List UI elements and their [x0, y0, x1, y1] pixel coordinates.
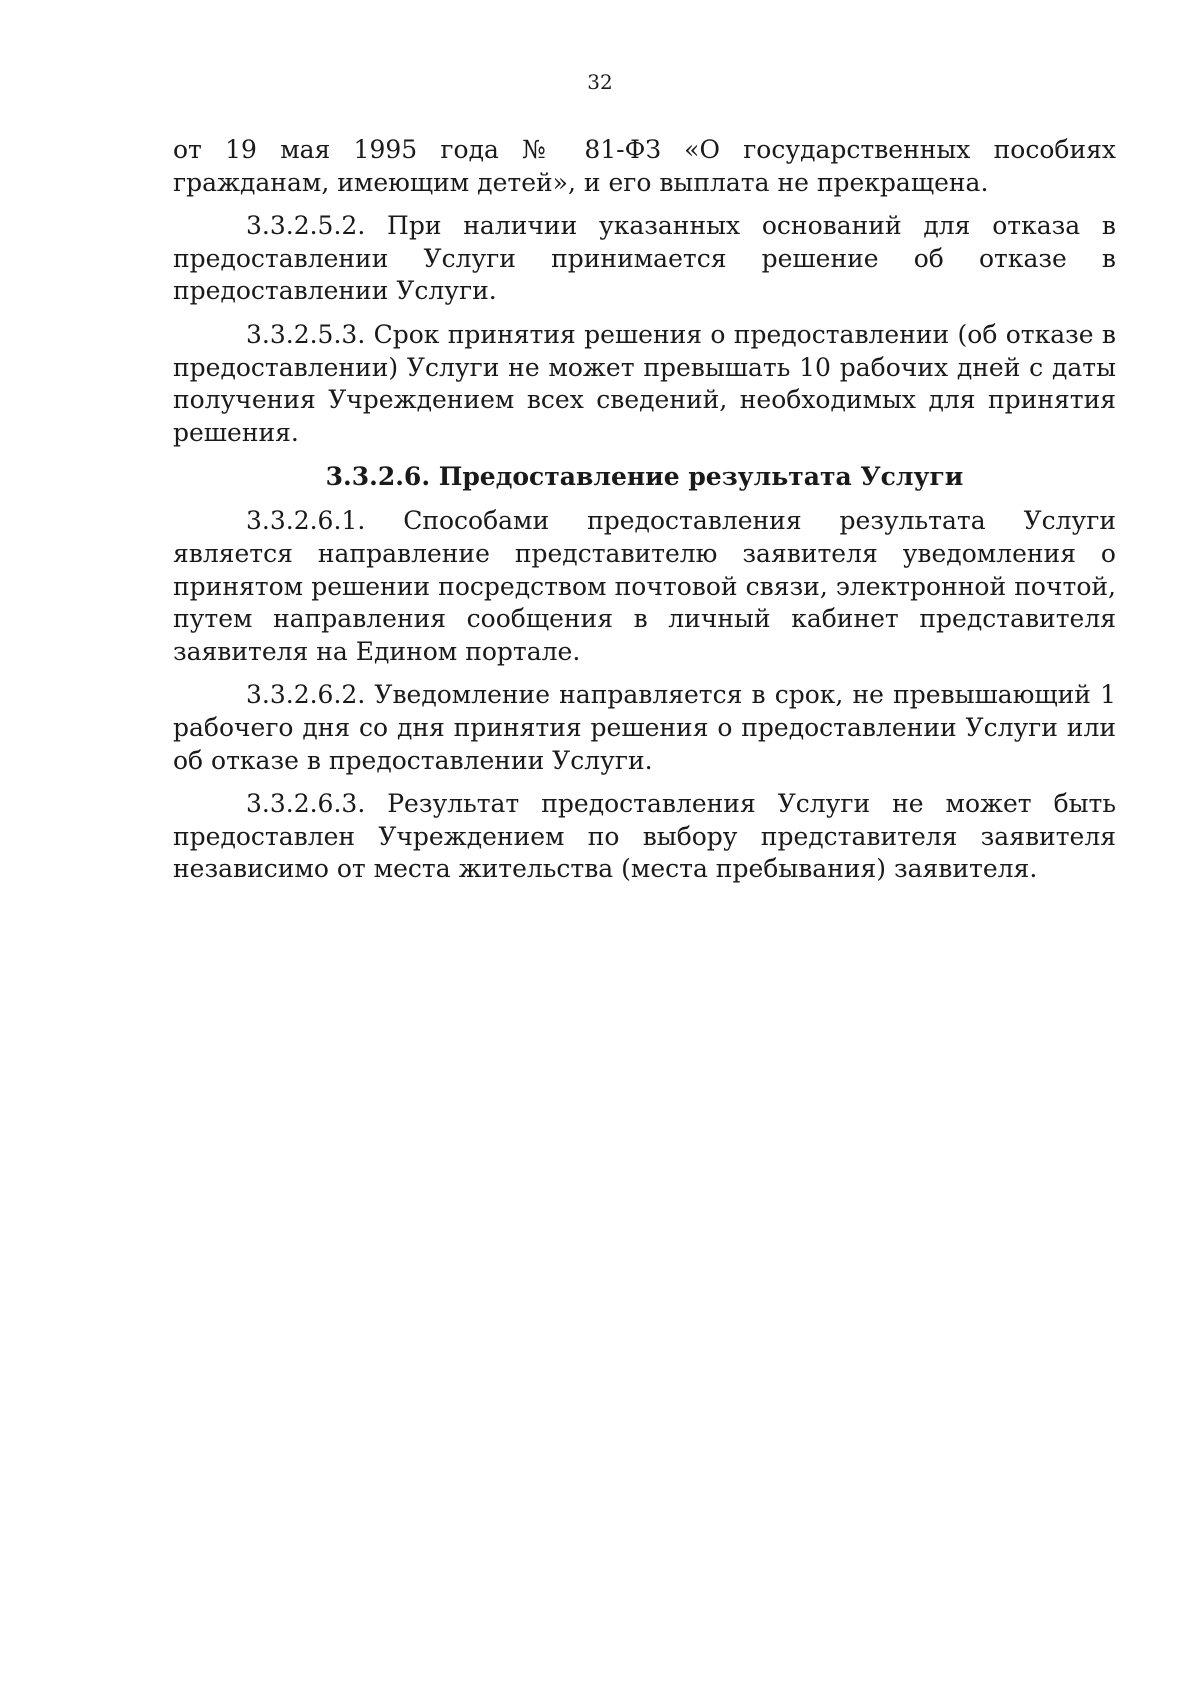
- paragraph-3-3-2-5-2: 3.3.2.5.2. При наличии указанных оснований для отказа в предоставлении Услуги принимается решение об отказе в предоставлении Услуги.: [173, 211, 1116, 306]
- paragraph-3-3-2-5-3: 3.3.2.5.3. Срок принятия решения о предоставлении (об отказе в предоставлении) Услуги не может превышать 10 рабочих дней с даты получения Учреждением всех сведений, необходимых для принятия решения.: [173, 319, 1116, 447]
- paragraph-continuation: от 19 мая 1995 года № 81-ФЗ «О государственных пособиях гражданам, имеющим детей», и его выплата не прекращена.: [173, 135, 1116, 197]
- paragraph-3-3-2-6-2: 3.3.2.6.2. Уведомление направляется в срок, не превышающий 1 рабочего дня со дня принятия решения о предоставлении Услуги или об отказе в предоставлении Услуги.: [173, 680, 1116, 775]
- page-number: 32: [587, 70, 613, 94]
- paragraph-3-3-2-6-1: 3.3.2.6.1. Способами предоставления результата Услуги является направление представителю заявителя уведомления о принятом решении посредством почтовой связи, электронной почтой, путем направления сообщения в личный кабинет представителя заявителя на Едином портале.: [173, 506, 1116, 666]
- section-heading-3-3-2-6: 3.3.2.6. Предоставление результата Услуги: [325, 462, 964, 492]
- paragraph-3-3-2-6-3: 3.3.2.6.3. Результат предоставления Услуги не может быть предоставлен Учреждением по выбору представителя заявителя независимо от места жительства (места пребывания) заявителя.: [173, 789, 1116, 884]
- document-body: [173, 134, 1116, 886]
